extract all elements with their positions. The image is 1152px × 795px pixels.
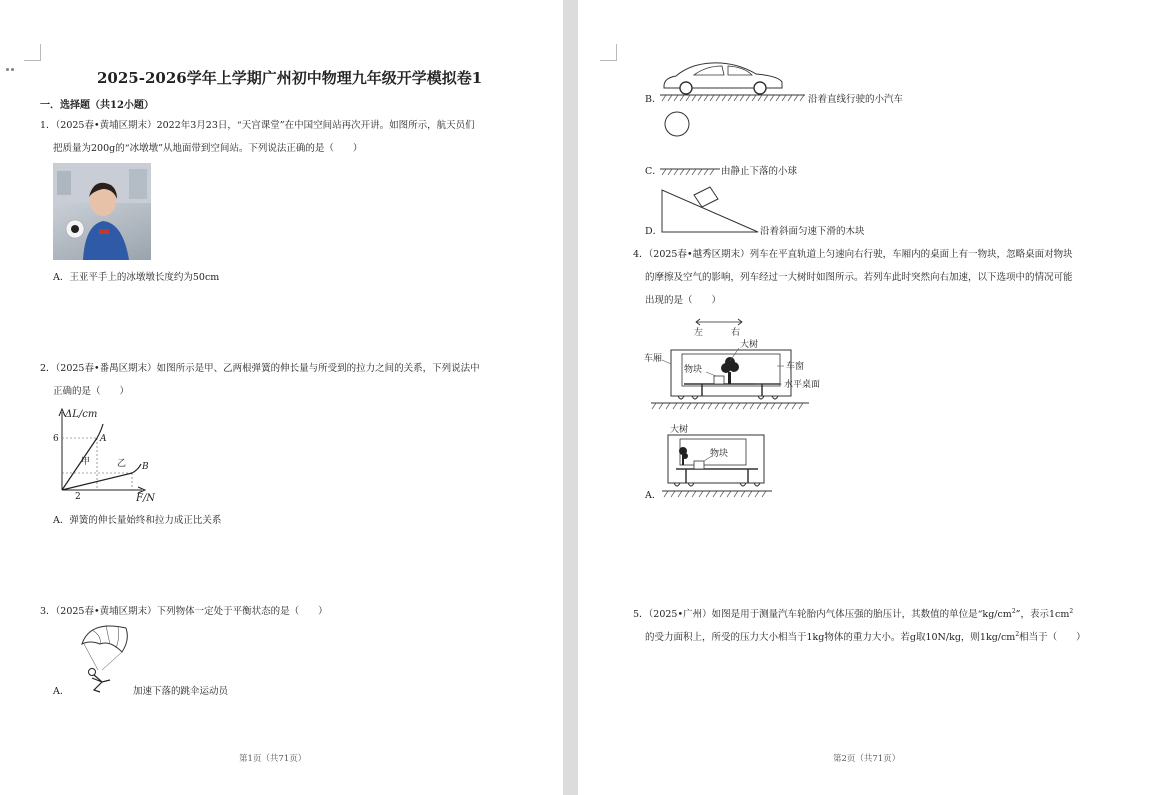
spring-graph <box>45 404 165 504</box>
option-d-label: D． <box>645 226 663 237</box>
spring-yi-line <box>62 464 141 490</box>
question-3-text: 3．（2025春•黄埔区期末）下列物体一定处于平衡状态的是（ ） <box>40 606 328 617</box>
option-a: A．王亚平手上的冰墩墩长度约为50cm <box>53 272 220 283</box>
incline-image <box>660 184 760 236</box>
point-a-label: A <box>100 434 107 444</box>
question-1-text: 把质量为200g的“冰墩墩”从地面带到空间站。下列说法正确的是（ ） <box>53 143 363 154</box>
label-jia: 甲 <box>81 457 91 467</box>
option-a-label: A． <box>53 686 70 697</box>
question-4-text: 出现的是（ ） <box>645 295 722 306</box>
option-c-text: 由静止下落的小球 <box>721 166 798 177</box>
train-diagram <box>644 316 844 411</box>
page-footer: 第1页（共71页） <box>239 754 307 764</box>
point-b-label: B <box>142 462 149 472</box>
section-heading: 一．选择题（共12小题） <box>40 100 154 111</box>
parachutist-image <box>80 622 135 697</box>
label-yi: 乙 <box>117 459 127 469</box>
option-d-text: 沿着斜面匀速下滑的木块 <box>760 226 865 237</box>
question-5-text: 的受力面积上，所受的压力大小相当于1kg物体的重力大小。若g取10N/kg，则$1kg/cm^2$相当于（ ） <box>645 631 1086 644</box>
x-tick-2: 2 <box>75 492 81 502</box>
document-page-1 <box>0 0 563 795</box>
label-carriage: 车厢 <box>644 354 663 364</box>
label-left: 左 <box>694 328 704 338</box>
astronaut-photo <box>53 163 151 260</box>
car-image <box>660 58 810 104</box>
question-4-text: 4．（2025春•越秀区期末）列车在平直轨道上匀速向右行驶，车厢内的桌面上有一物块，忽略桌面对物块 <box>633 249 1073 260</box>
document-page-2 <box>578 0 1152 795</box>
option-a-text: 加速下落的跳伞运动员 <box>133 686 229 697</box>
label-tree: 大树 <box>670 425 689 435</box>
label-table: 水平桌面 <box>784 380 821 390</box>
crop-mark <box>24 44 41 61</box>
label-window: 车窗 <box>786 362 805 372</box>
astronaut-image <box>53 163 151 260</box>
question-4-text: 的摩擦及空气的影响，列车经过一大树时如图所示。若列车此时突然向右加速，以下选项中的情况可能 <box>645 272 1073 283</box>
label-block: 物块 <box>684 365 703 375</box>
crop-mark <box>600 44 617 61</box>
label-tree: 大树 <box>740 340 759 350</box>
x-axis-label: F/N <box>136 493 156 504</box>
drag-handle-icon[interactable] <box>6 68 14 82</box>
y-tick-6: 6 <box>53 434 59 444</box>
question-1-text: 1．（2025春•黄埔区期末）2022年3月23日，“天宫课堂”在中国空间站再次开讲。如图所示，航天员们 <box>40 120 475 131</box>
ball-image <box>660 109 722 173</box>
label-right: 右 <box>731 328 741 338</box>
question-2-text: 正确的是（ ） <box>53 386 130 397</box>
question-5-text: 5．（2025•广州）如图是用于测量汽车轮胎内气体压强的胎压计，其数值的单位是“$kg/cm^2$”，表示$1cm^2$ <box>633 608 1074 621</box>
y-axis-label: ΔL/cm <box>65 409 98 420</box>
page-title: 2025-2026学年上学期广州初中物理九年级开学模拟卷1 <box>97 69 483 87</box>
option-b-label: B． <box>645 94 662 105</box>
page-gap <box>563 0 578 795</box>
question-2-text: 2．（2025春•番禺区期末）如图所示是甲、乙两根弹簧的伸长量与所受到的拉力之间的关系，下列说法中 <box>40 363 480 374</box>
option-c-label: C． <box>645 166 662 177</box>
option-a: A．弹簧的伸长量始终和拉力成正比关系 <box>53 515 222 526</box>
label-block: 物块 <box>710 449 729 459</box>
option-b-text: 沿着直线行驶的小汽车 <box>808 94 904 105</box>
option-a-diagram <box>662 421 774 499</box>
q4-option-a: A． <box>645 490 662 501</box>
page-footer: 第2页（共71页） <box>833 754 901 764</box>
